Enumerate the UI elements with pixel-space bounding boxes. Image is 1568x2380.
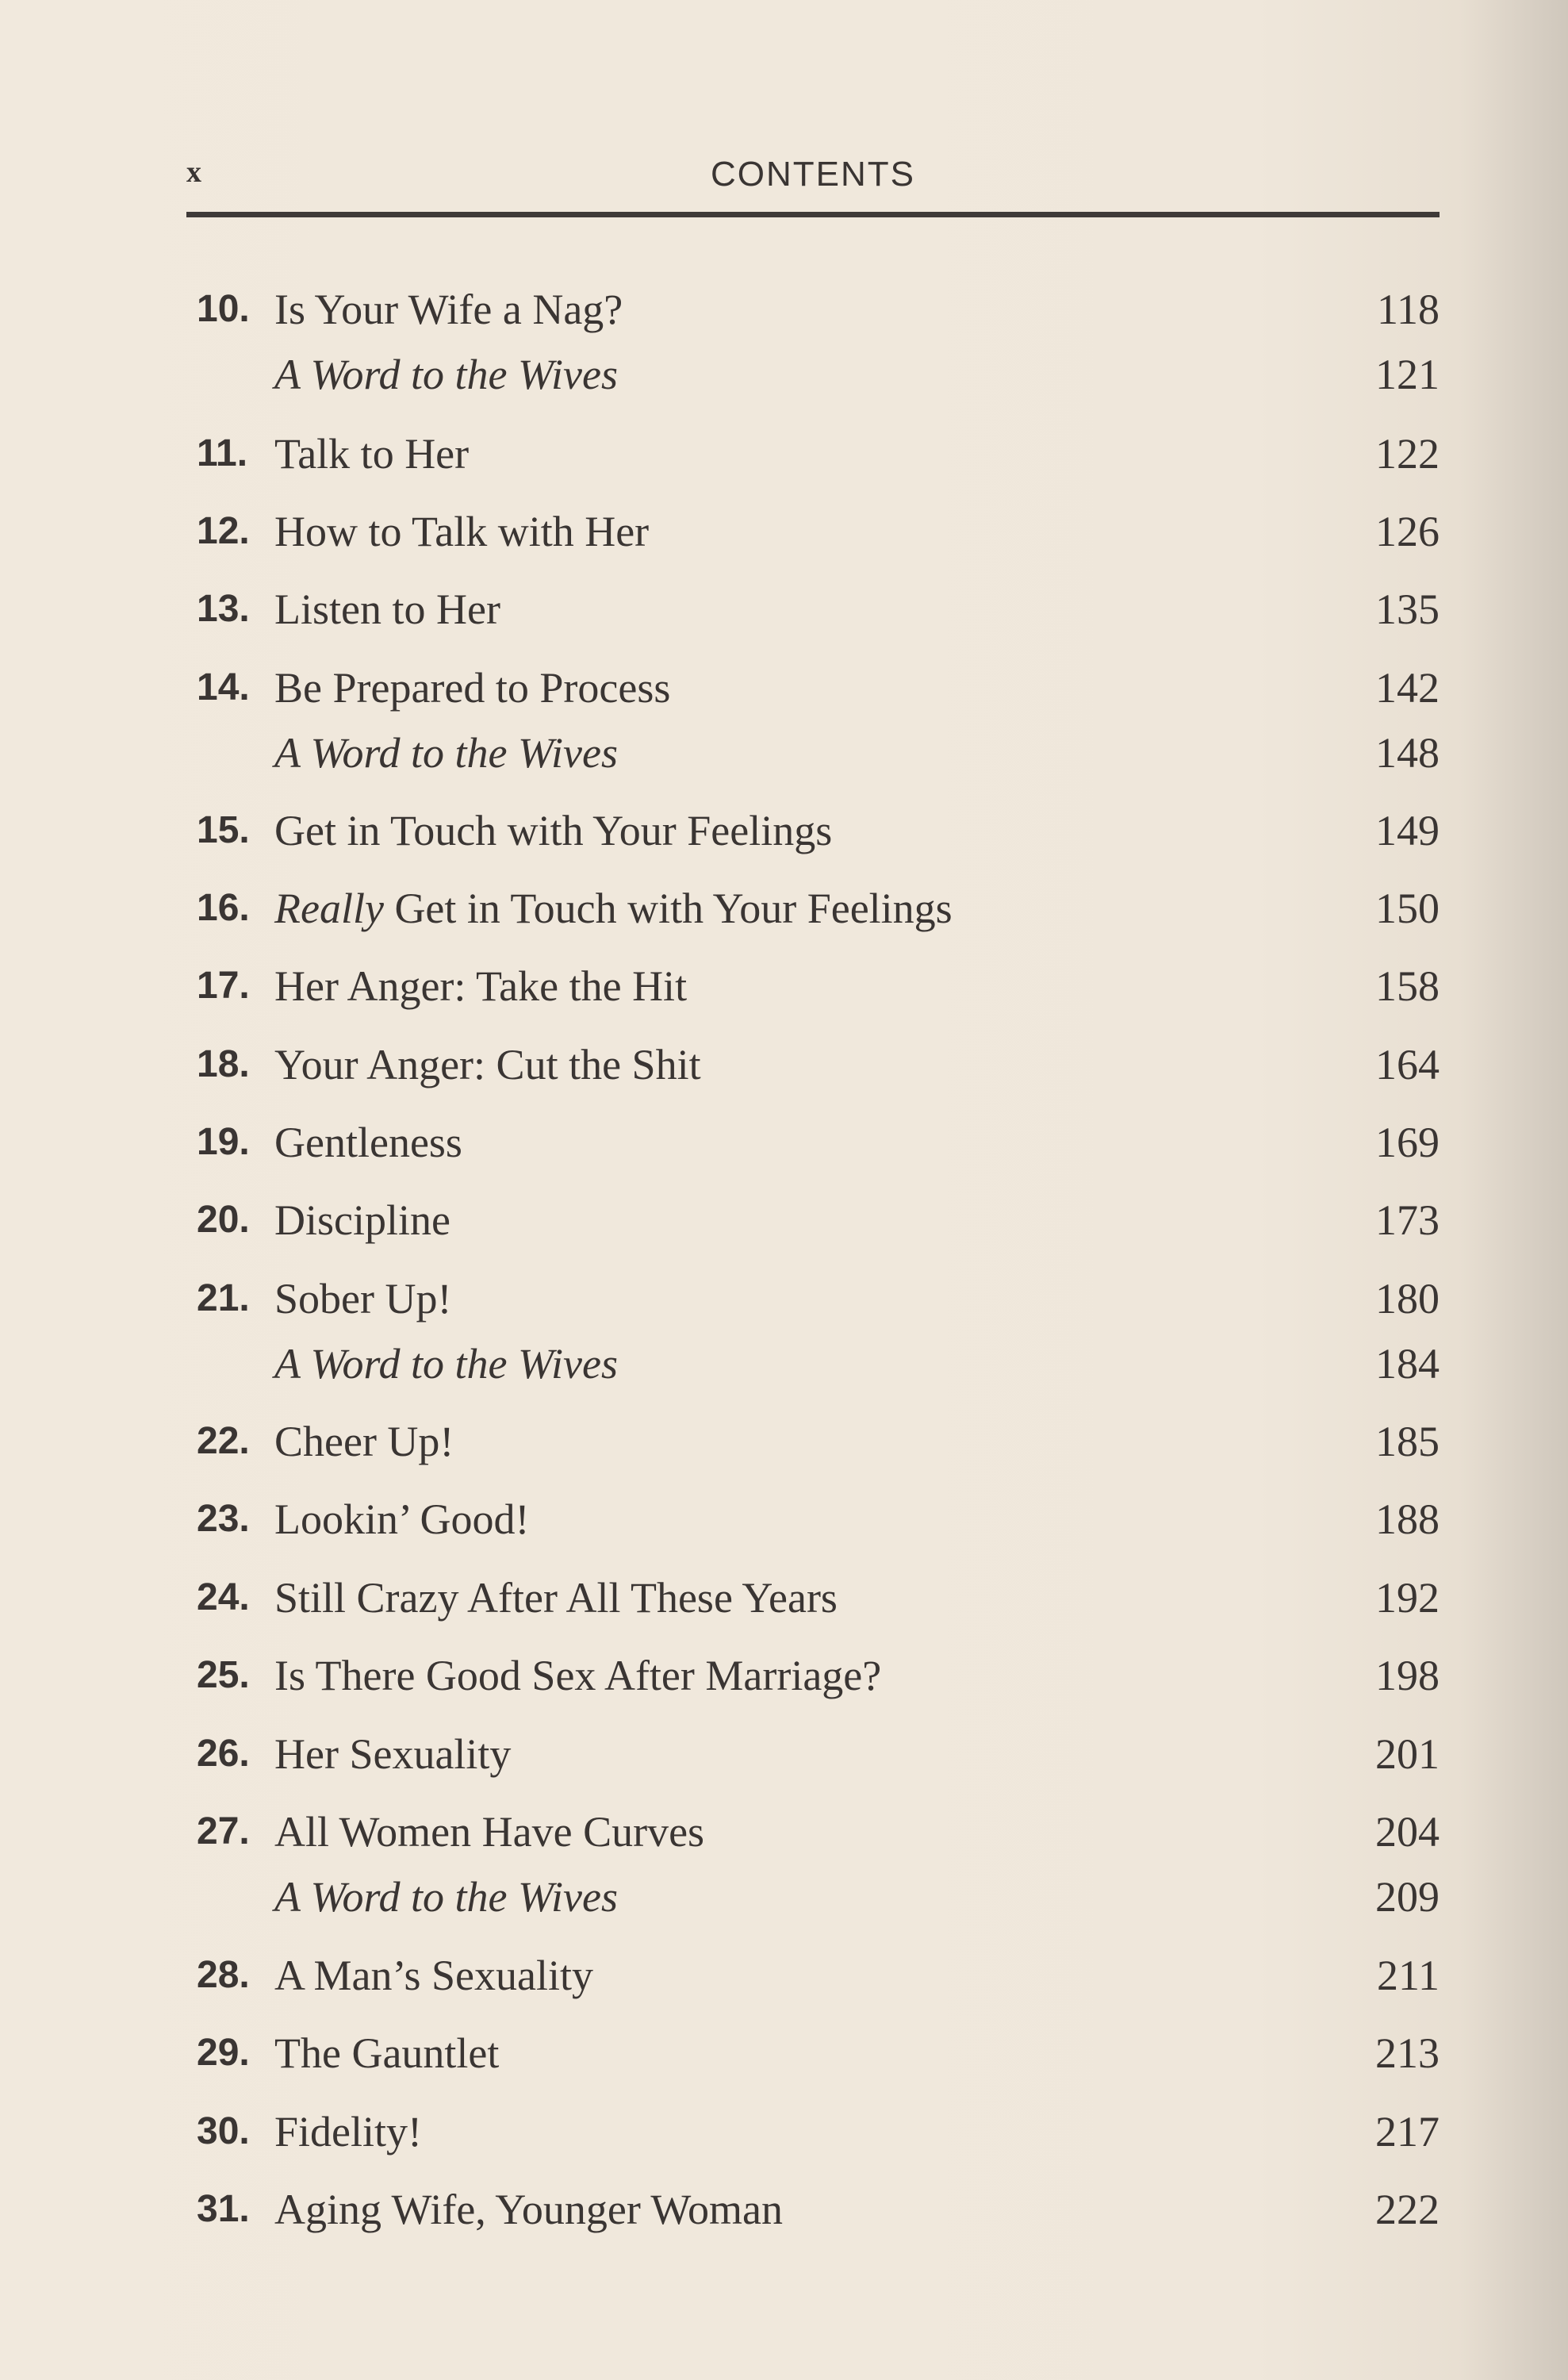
chapter-title (274, 885, 953, 932)
chapter-number: 22. (197, 1420, 250, 1462)
toc-entry (197, 2029, 1440, 2077)
chapter-title: A Man’s Sexuality (274, 1952, 593, 1999)
page-number: 118 (1377, 286, 1440, 333)
chapter-number: 28. (197, 1954, 250, 1996)
header-rule (186, 212, 1440, 217)
chapter-number: 14. (197, 666, 250, 708)
chapter-number: 17. (197, 965, 250, 1007)
chapter-title: Gentleness (274, 1119, 462, 1166)
page-number: 198 (1375, 1652, 1440, 1699)
toc-entry (197, 1418, 1440, 1465)
chapter-title: How to Talk with Her (274, 508, 650, 555)
page-number: 201 (1375, 1730, 1440, 1778)
chapter-title-rest: Get in Touch with Your Feelings (383, 885, 953, 932)
chapter-number: 18. (197, 1043, 250, 1085)
chapter-title: Sober Up! (274, 1275, 452, 1322)
toc-entry (197, 585, 1440, 633)
chapter-title: Her Anger: Take the Hit (274, 962, 688, 1010)
chapter-title: A Word to the Wives (274, 729, 618, 777)
chapter-number: 20. (197, 1199, 250, 1241)
chapter-title: A Word to the Wives (274, 1340, 618, 1388)
page-number: 126 (1375, 508, 1440, 555)
chapter-number: 27. (197, 1810, 250, 1852)
chapter-title: Still Crazy After All These Years (274, 1574, 838, 1622)
page-number: 217 (1375, 2108, 1440, 2155)
toc-entry (197, 807, 1440, 854)
page-number: 164 (1375, 1041, 1440, 1088)
toc-entry (197, 1574, 1440, 1622)
toc-entry (197, 1495, 1440, 1543)
chapter-title: All Women Have Curves (274, 1808, 705, 1856)
chapter-title: Is Your Wife a Nag? (274, 286, 623, 333)
page-number: 173 (1375, 1196, 1440, 1244)
chapter-title: A Word to the Wives (274, 351, 618, 398)
page-number: 122 (1375, 430, 1440, 478)
chapter-title: Your Anger: Cut the Shit (274, 1041, 701, 1088)
page-number: 213 (1375, 2029, 1440, 2077)
chapter-title: Get in Touch with Your Feelings (274, 807, 833, 854)
chapter-title: Her Sexuality (274, 1730, 512, 1778)
toc-entry (197, 1196, 1440, 1244)
page-number: 184 (1375, 1340, 1440, 1388)
page-number: 142 (1375, 664, 1440, 712)
chapter-number: 29. (197, 2032, 250, 2074)
toc-entry (197, 1952, 1440, 1999)
chapter-title: Talk to Her (274, 430, 470, 478)
toc-subentry (197, 1340, 1440, 1388)
chapter-title: Cheer Up! (274, 1418, 454, 1465)
chapter-title: Fidelity! (274, 2108, 422, 2155)
chapter-number: 15. (197, 809, 250, 851)
chapter-number: 12. (197, 510, 250, 552)
page-number: 211 (1377, 1952, 1440, 1999)
chapter-title: Be Prepared to Process (274, 664, 671, 712)
page-number: 204 (1375, 1808, 1440, 1856)
page-number: 209 (1375, 1873, 1440, 1921)
page-number: 185 (1375, 1418, 1440, 1465)
page-number: 169 (1375, 1119, 1440, 1166)
page-number: 148 (1375, 729, 1440, 777)
toc-subentry (197, 729, 1440, 777)
page-number: 149 (1375, 807, 1440, 854)
toc-entry (197, 885, 1440, 932)
page-number: 222 (1375, 2186, 1440, 2233)
page-number: 188 (1375, 1495, 1440, 1543)
page-number: 158 (1375, 962, 1440, 1010)
toc-entry (197, 508, 1440, 555)
toc-entry (197, 1119, 1440, 1166)
chapter-title: A Word to the Wives (274, 1873, 618, 1921)
chapter-title: Discipline (274, 1196, 450, 1244)
chapter-title: Is There Good Sex After Marriage? (274, 1652, 882, 1699)
chapter-title: Aging Wife, Younger Woman (274, 2186, 783, 2233)
toc-entry (197, 1730, 1440, 1778)
toc-entry (197, 664, 1440, 712)
toc-entry (197, 2108, 1440, 2155)
toc-subentry (197, 351, 1440, 398)
toc-entry (197, 1275, 1440, 1322)
chapter-number: 23. (197, 1498, 250, 1540)
chapter-number: 13. (197, 588, 250, 630)
chapter-number: 10. (197, 288, 250, 330)
page-number: 192 (1375, 1574, 1440, 1622)
page-number: 135 (1375, 585, 1440, 633)
toc-entry (197, 1808, 1440, 1856)
chapter-number: 24. (197, 1576, 250, 1618)
chapter-number: 31. (197, 2188, 250, 2230)
chapter-number: 19. (197, 1121, 250, 1163)
chapter-title-emphasis: Really (274, 885, 384, 932)
chapter-title: Listen to Her (274, 585, 500, 633)
chapter-number: 26. (197, 1733, 250, 1775)
toc-entry (197, 962, 1440, 1010)
chapter-number: 30. (197, 2110, 250, 2152)
page-number: 121 (1375, 351, 1440, 398)
page-number: 180 (1375, 1275, 1440, 1322)
toc-entry (197, 286, 1440, 333)
toc-entry (197, 1652, 1440, 1699)
running-head: CONTENTS (711, 155, 915, 194)
chapter-number: 25. (197, 1654, 250, 1696)
chapter-number: 11. (197, 432, 248, 474)
page-number: 150 (1375, 885, 1440, 932)
page-header (186, 155, 1440, 210)
toc-entry (197, 430, 1440, 478)
toc-subentry (197, 1873, 1440, 1921)
chapter-title: The Gauntlet (274, 2029, 500, 2077)
chapter-title: Lookin’ Good! (274, 1495, 530, 1543)
toc-entry (197, 2186, 1440, 2233)
chapter-number: 16. (197, 887, 250, 929)
toc-entry (197, 1041, 1440, 1088)
page-folio: x (186, 155, 201, 189)
chapter-number: 21. (197, 1277, 250, 1319)
